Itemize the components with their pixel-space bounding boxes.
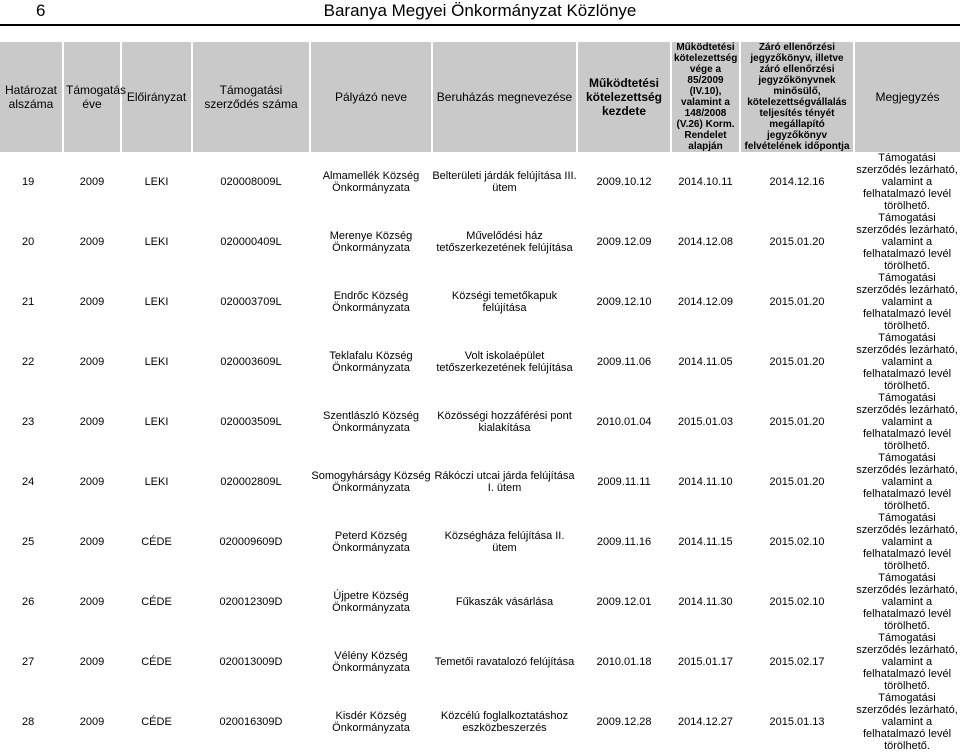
cell-alszam: 23 xyxy=(22,416,35,428)
table-body xyxy=(0,152,960,752)
cell-ev: 2009 xyxy=(79,296,105,308)
cell-beruhazas: Rákóczi utcai járda felújítása I. ütem xyxy=(434,470,575,494)
cell-ev: 2009 xyxy=(79,176,105,188)
cell-szerzodes: 020013009D xyxy=(219,656,283,668)
cell-palyazo: Almamellék Község Önkormányzata xyxy=(322,170,420,194)
cell-ev: 2009 xyxy=(79,236,105,248)
cell-vege: 2014.11.10 xyxy=(678,476,733,488)
cell-palyazo: Újpetre Község Önkormányzata xyxy=(332,590,410,614)
cell-kezdete: 2010.01.04 xyxy=(596,416,652,428)
cell-szerzodes: 020002809L xyxy=(220,476,282,488)
cell-szerzodes: 020000409L xyxy=(220,236,282,248)
cell-megjegyzes: Támogatási szerződés lezárható, valamint a felhatalmazó levél törölhető. xyxy=(856,272,958,332)
cell-palyazo: Endrőc Község Önkormányzata xyxy=(332,290,410,314)
cell-zaro: 2014.12.16 xyxy=(769,176,825,188)
cell-zaro: 2015.02.17 xyxy=(769,656,825,668)
table-row xyxy=(0,272,960,332)
cell-alszam: 20 xyxy=(22,236,35,248)
table-row xyxy=(0,692,960,752)
table-header-row xyxy=(0,42,960,152)
cell-megjegyzes: Támogatási szerződés lezárható, valamint a felhatalmazó levél törölhető. xyxy=(856,632,958,692)
cell-vege: 2014.10.11 xyxy=(678,176,733,188)
table-row xyxy=(0,392,960,452)
cell-eloiranyzat: LEKI xyxy=(144,476,169,488)
cell-palyazo: Merenye Község Önkormányzata xyxy=(329,230,413,254)
cell-vege: 2015.01.17 xyxy=(677,656,734,668)
cell-ev: 2009 xyxy=(79,596,105,608)
cell-palyazo: Kisdér Község Önkormányzata xyxy=(332,710,410,734)
cell-zaro: 2015.02.10 xyxy=(769,536,825,548)
cell-palyazo: Vélény Község Önkormányzata xyxy=(332,650,410,674)
cell-szerzodes: 020016309D xyxy=(219,716,283,728)
cell-ev: 2009 xyxy=(79,536,105,548)
cell-beruhazas: Községháza felújítása II. ütem xyxy=(444,530,565,554)
data-table xyxy=(0,42,960,752)
cell-vege: 2014.12.09 xyxy=(677,296,734,308)
cell-eloiranyzat: LEKI xyxy=(144,416,169,428)
cell-kezdete: 2009.12.01 xyxy=(596,596,652,608)
cell-szerzodes: 020009609D xyxy=(219,536,283,548)
cell-eloiranyzat: CÉDE xyxy=(141,656,172,668)
cell-megjegyzes: Támogatási szerződés lezárható, valamint a felhatalmazó levél törölhető. xyxy=(856,692,958,752)
cell-szerzodes: 020003509L xyxy=(220,416,282,428)
cell-kezdete: 2009.11.11 xyxy=(597,476,651,488)
table-row xyxy=(0,452,960,512)
cell-alszam: 24 xyxy=(22,476,35,488)
cell-zaro: 2015.01.20 xyxy=(769,416,825,428)
column-header-ev: Támogatás éve xyxy=(63,42,121,152)
cell-megjegyzes: Támogatási szerződés lezárható, valamint a felhatalmazó levél törölhető. xyxy=(856,512,958,572)
cell-palyazo: Teklafalu Község Önkormányzata xyxy=(329,350,413,374)
column-header-palyazo: Pályázó neve xyxy=(310,42,432,152)
cell-zaro: 2015.01.20 xyxy=(769,476,825,488)
cell-kezdete: 2010.01.18 xyxy=(596,656,652,668)
table-row xyxy=(0,632,960,692)
column-header-zaro: Záró ellenőrzési jegyzőkönyv, illetve záró ellenőrzési jegyzőkönyvnek minősülő, kötelezettségvállalás teljesítés tényét megállapító jegyzőkönyv felvételének időpontja xyxy=(740,42,854,152)
cell-beruhazas: Belterületi járdák felújítása III. ütem xyxy=(432,170,577,194)
cell-beruhazas: Fűkaszák vásárlása xyxy=(455,596,554,608)
column-header-kezdete: Működtetési kötelezettség kezdete xyxy=(577,42,671,152)
cell-palyazo: Somogyhárságy Község Önkormányzata xyxy=(311,470,431,494)
cell-alszam: 25 xyxy=(22,536,35,548)
cell-ev: 2009 xyxy=(79,716,105,728)
cell-vege: 2014.12.08 xyxy=(677,236,734,248)
cell-megjegyzes: Támogatási szerződés lezárható, valamint a felhatalmazó levél törölhető. xyxy=(856,152,958,212)
cell-ev: 2009 xyxy=(79,356,105,368)
cell-ev: 2009 xyxy=(79,416,105,428)
table-row xyxy=(0,152,960,212)
cell-zaro: 2015.01.20 xyxy=(769,356,825,368)
cell-zaro: 2015.02.10 xyxy=(769,596,825,608)
cell-palyazo: Peterd Község Önkormányzata xyxy=(332,530,410,554)
cell-megjegyzes: Támogatási szerződés lezárható, valamint a felhatalmazó levél törölhető. xyxy=(856,392,958,452)
cell-kezdete: 2009.10.12 xyxy=(596,176,652,188)
column-header-vege: Működtetési kötelezettség vége a 85/2009 (IV.10), valamint a 148/2008 (V.26) Korm. Rendelet alapján xyxy=(671,42,740,152)
cell-zaro: 2015.01.20 xyxy=(769,296,825,308)
cell-beruhazas: Temetői ravatalozó felújítása xyxy=(434,656,575,668)
cell-alszam: 27 xyxy=(22,656,35,668)
cell-eloiranyzat: LEKI xyxy=(144,236,169,248)
table-row xyxy=(0,212,960,272)
cell-megjegyzes: Támogatási szerződés lezárható, valamint a felhatalmazó levél törölhető. xyxy=(856,212,958,272)
cell-eloiranyzat: CÉDE xyxy=(141,596,172,608)
cell-beruhazas: Közösségi hozzáférési pont kialakítása xyxy=(437,410,572,434)
page-number: 6 xyxy=(36,1,46,20)
cell-ev: 2009 xyxy=(79,476,105,488)
cell-beruhazas: Volt iskolaépület tetőszerkezetének felújítása xyxy=(436,350,573,374)
cell-kezdete: 2009.12.09 xyxy=(596,236,652,248)
cell-kezdete: 2009.11.06 xyxy=(596,356,652,368)
cell-zaro: 2015.01.13 xyxy=(769,716,825,728)
cell-kezdete: 2009.11.16 xyxy=(596,536,652,548)
cell-alszam: 22 xyxy=(22,356,35,368)
cell-megjegyzes: Támogatási szerződés lezárható, valamint a felhatalmazó levél törölhető. xyxy=(856,452,958,512)
cell-kezdete: 2009.12.28 xyxy=(596,716,652,728)
cell-eloiranyzat: LEKI xyxy=(144,296,169,308)
cell-szerzodes: 020003709L xyxy=(220,296,282,308)
cell-vege: 2015.01.03 xyxy=(677,416,734,428)
cell-eloiranyzat: LEKI xyxy=(144,356,169,368)
cell-palyazo: Szentlászló Község Önkormányzata xyxy=(323,410,419,434)
cell-alszam: 28 xyxy=(22,716,35,728)
cell-vege: 2014.12.27 xyxy=(677,716,734,728)
cell-megjegyzes: Támogatási szerződés lezárható, valamint a felhatalmazó levél törölhető. xyxy=(856,572,958,632)
cell-alszam: 21 xyxy=(22,296,35,308)
cell-kezdete: 2009.12.10 xyxy=(596,296,652,308)
cell-vege: 2014.11.15 xyxy=(678,536,733,548)
cell-ev: 2009 xyxy=(79,656,105,668)
table-row xyxy=(0,332,960,392)
cell-beruhazas: Községi temetőkapuk felújítása xyxy=(451,290,558,314)
cell-zaro: 2015.01.20 xyxy=(769,236,825,248)
cell-szerzodes: 020003609L xyxy=(220,356,282,368)
table-row xyxy=(0,572,960,632)
column-header-eloiranyzat: Előirányzat xyxy=(121,42,192,152)
page-header xyxy=(0,0,960,26)
cell-beruhazas: Művelődési ház tetőszerkezetének felújítása xyxy=(436,230,573,254)
cell-beruhazas: Közcélú foglalkoztatáshoz eszközbeszerzés xyxy=(440,710,569,734)
cell-megjegyzes: Támogatási szerződés lezárható, valamint a felhatalmazó levél törölhető. xyxy=(856,332,958,392)
column-header-megjegyzes: Megjegyzés xyxy=(854,42,960,152)
column-header-alszam: Határozat alszáma xyxy=(0,42,63,152)
cell-szerzodes: 020012309D xyxy=(219,596,283,608)
cell-vege: 2014.11.05 xyxy=(678,356,733,368)
page-title: Baranya Megyei Önkormányzat Közlönye xyxy=(323,1,637,20)
cell-alszam: 26 xyxy=(22,596,35,608)
cell-vege: 2014.11.30 xyxy=(678,596,733,608)
cell-alszam: 19 xyxy=(22,176,35,188)
cell-eloiranyzat: LEKI xyxy=(144,176,169,188)
cell-eloiranyzat: CÉDE xyxy=(141,536,172,548)
cell-szerzodes: 020008009L xyxy=(220,176,282,188)
table-row xyxy=(0,512,960,572)
cell-eloiranyzat: CÉDE xyxy=(141,716,172,728)
column-header-szerzodes: Támogatási szerződés száma xyxy=(192,42,310,152)
column-header-beruhazas: Beruházás megnevezése xyxy=(432,42,577,152)
